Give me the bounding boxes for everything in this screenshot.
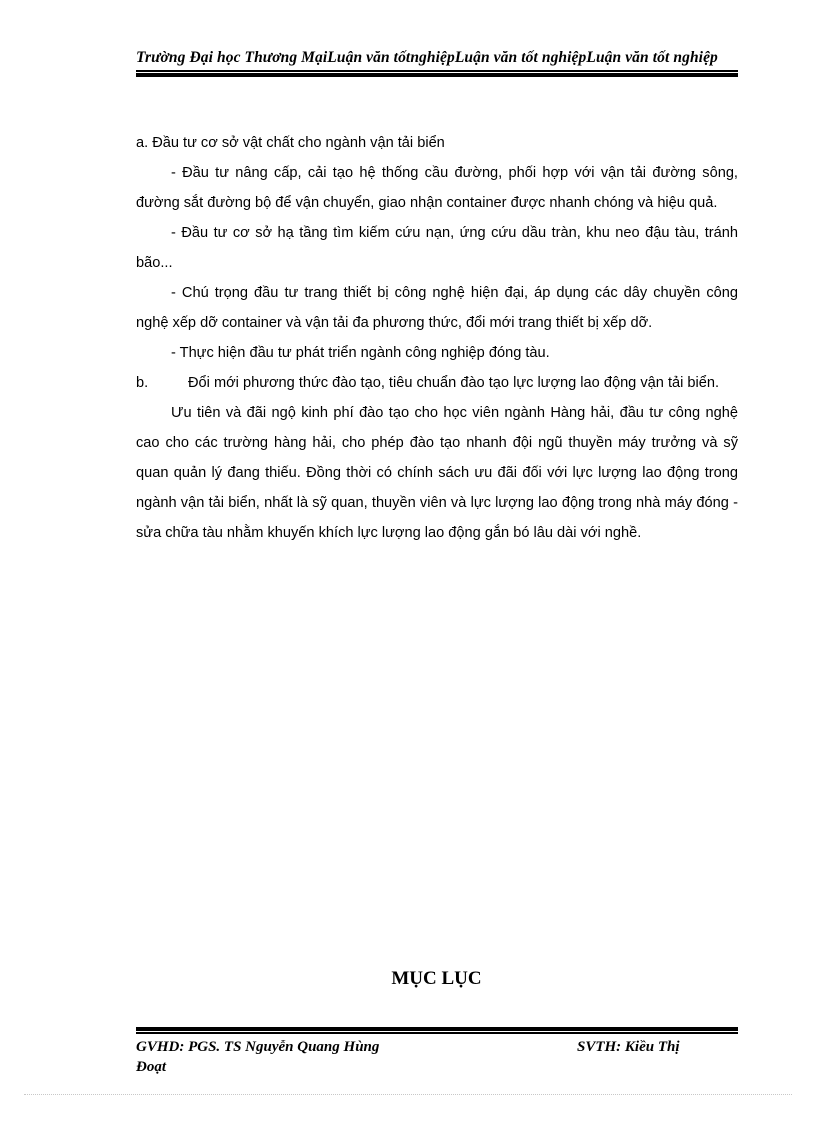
footer-rule-thick: [136, 1027, 738, 1031]
page-body: [136, 128, 738, 548]
list-item: - Thực hiện đầu tư phát triển ngành công nghiệp đóng tàu.: [171, 345, 550, 361]
section-a-heading: a. Đầu tư cơ sở vật chất cho ngành vận tải biển: [136, 135, 445, 151]
section-b-paragraph: Ưu tiên và đãi ngộ kinh phí đào tạo cho học viên ngành Hàng hải, đầu tư công nghệ cao cho các trường hàng hải, cho phép đào tạo nhanh đội ngũ thuyền máy trưởng và sỹ quan quản lý đang thiếu. Đồng thời có chính sách ưu đãi đối với lực lượng lao động trong ngành vận tải biển, nhất là sỹ quan, thuyền viên và lực lượng lao động trong nhà máy đóng - sửa chữa tàu nhằm khuyến khích lực lượng lao động gắn bó lâu dài với nghề.: [136, 405, 738, 541]
section-b-label: b.: [136, 375, 149, 391]
header-rule-thin: [136, 70, 738, 72]
list-item: - Chú trọng đầu tư trang thiết bị công nghệ hiện đại, áp dụng các dây chuyền công nghệ xếp dỡ container và vận tải đa phương thức, đổi mới trang thiết bị xếp dỡ.: [136, 285, 738, 331]
header-rule-thick: [136, 73, 738, 77]
list-item: - Đầu tư nâng cấp, cải tạo hệ thống cầu đường, phối hợp với vận tải đường sông, đường sắt đường bộ để vận chuyển, giao nhận container được nhanh chóng và hiệu quả.: [136, 165, 738, 211]
running-header: Trường Đại học Thương MạiLuận văn tốtnghiệpLuận văn tốt nghiệpLuận văn tốt nghiệp: [136, 49, 718, 66]
page-bottom-divider: [24, 1094, 792, 1095]
footer-rule-thin: [136, 1032, 738, 1034]
list-item: - Đầu tư cơ sở hạ tầng tìm kiếm cứu nạn, ứng cứu dầu tràn, khu neo đậu tàu, tránh bão...: [136, 225, 738, 271]
footer-student: SVTH: Kiều Thị: [577, 1039, 680, 1055]
footer-advisor: GVHD: PGS. TS Nguyễn Quang Hùng: [136, 1039, 380, 1055]
footer-student-cont: Đoạt: [136, 1059, 166, 1075]
section-b-heading: [136, 368, 738, 398]
section-b-title: Đổi mới phương thức đào tạo, tiêu chuẩn đào tạo lực lượng lao động vận tải biển.: [188, 375, 720, 391]
toc-title: MỤC LỤC: [391, 968, 482, 989]
